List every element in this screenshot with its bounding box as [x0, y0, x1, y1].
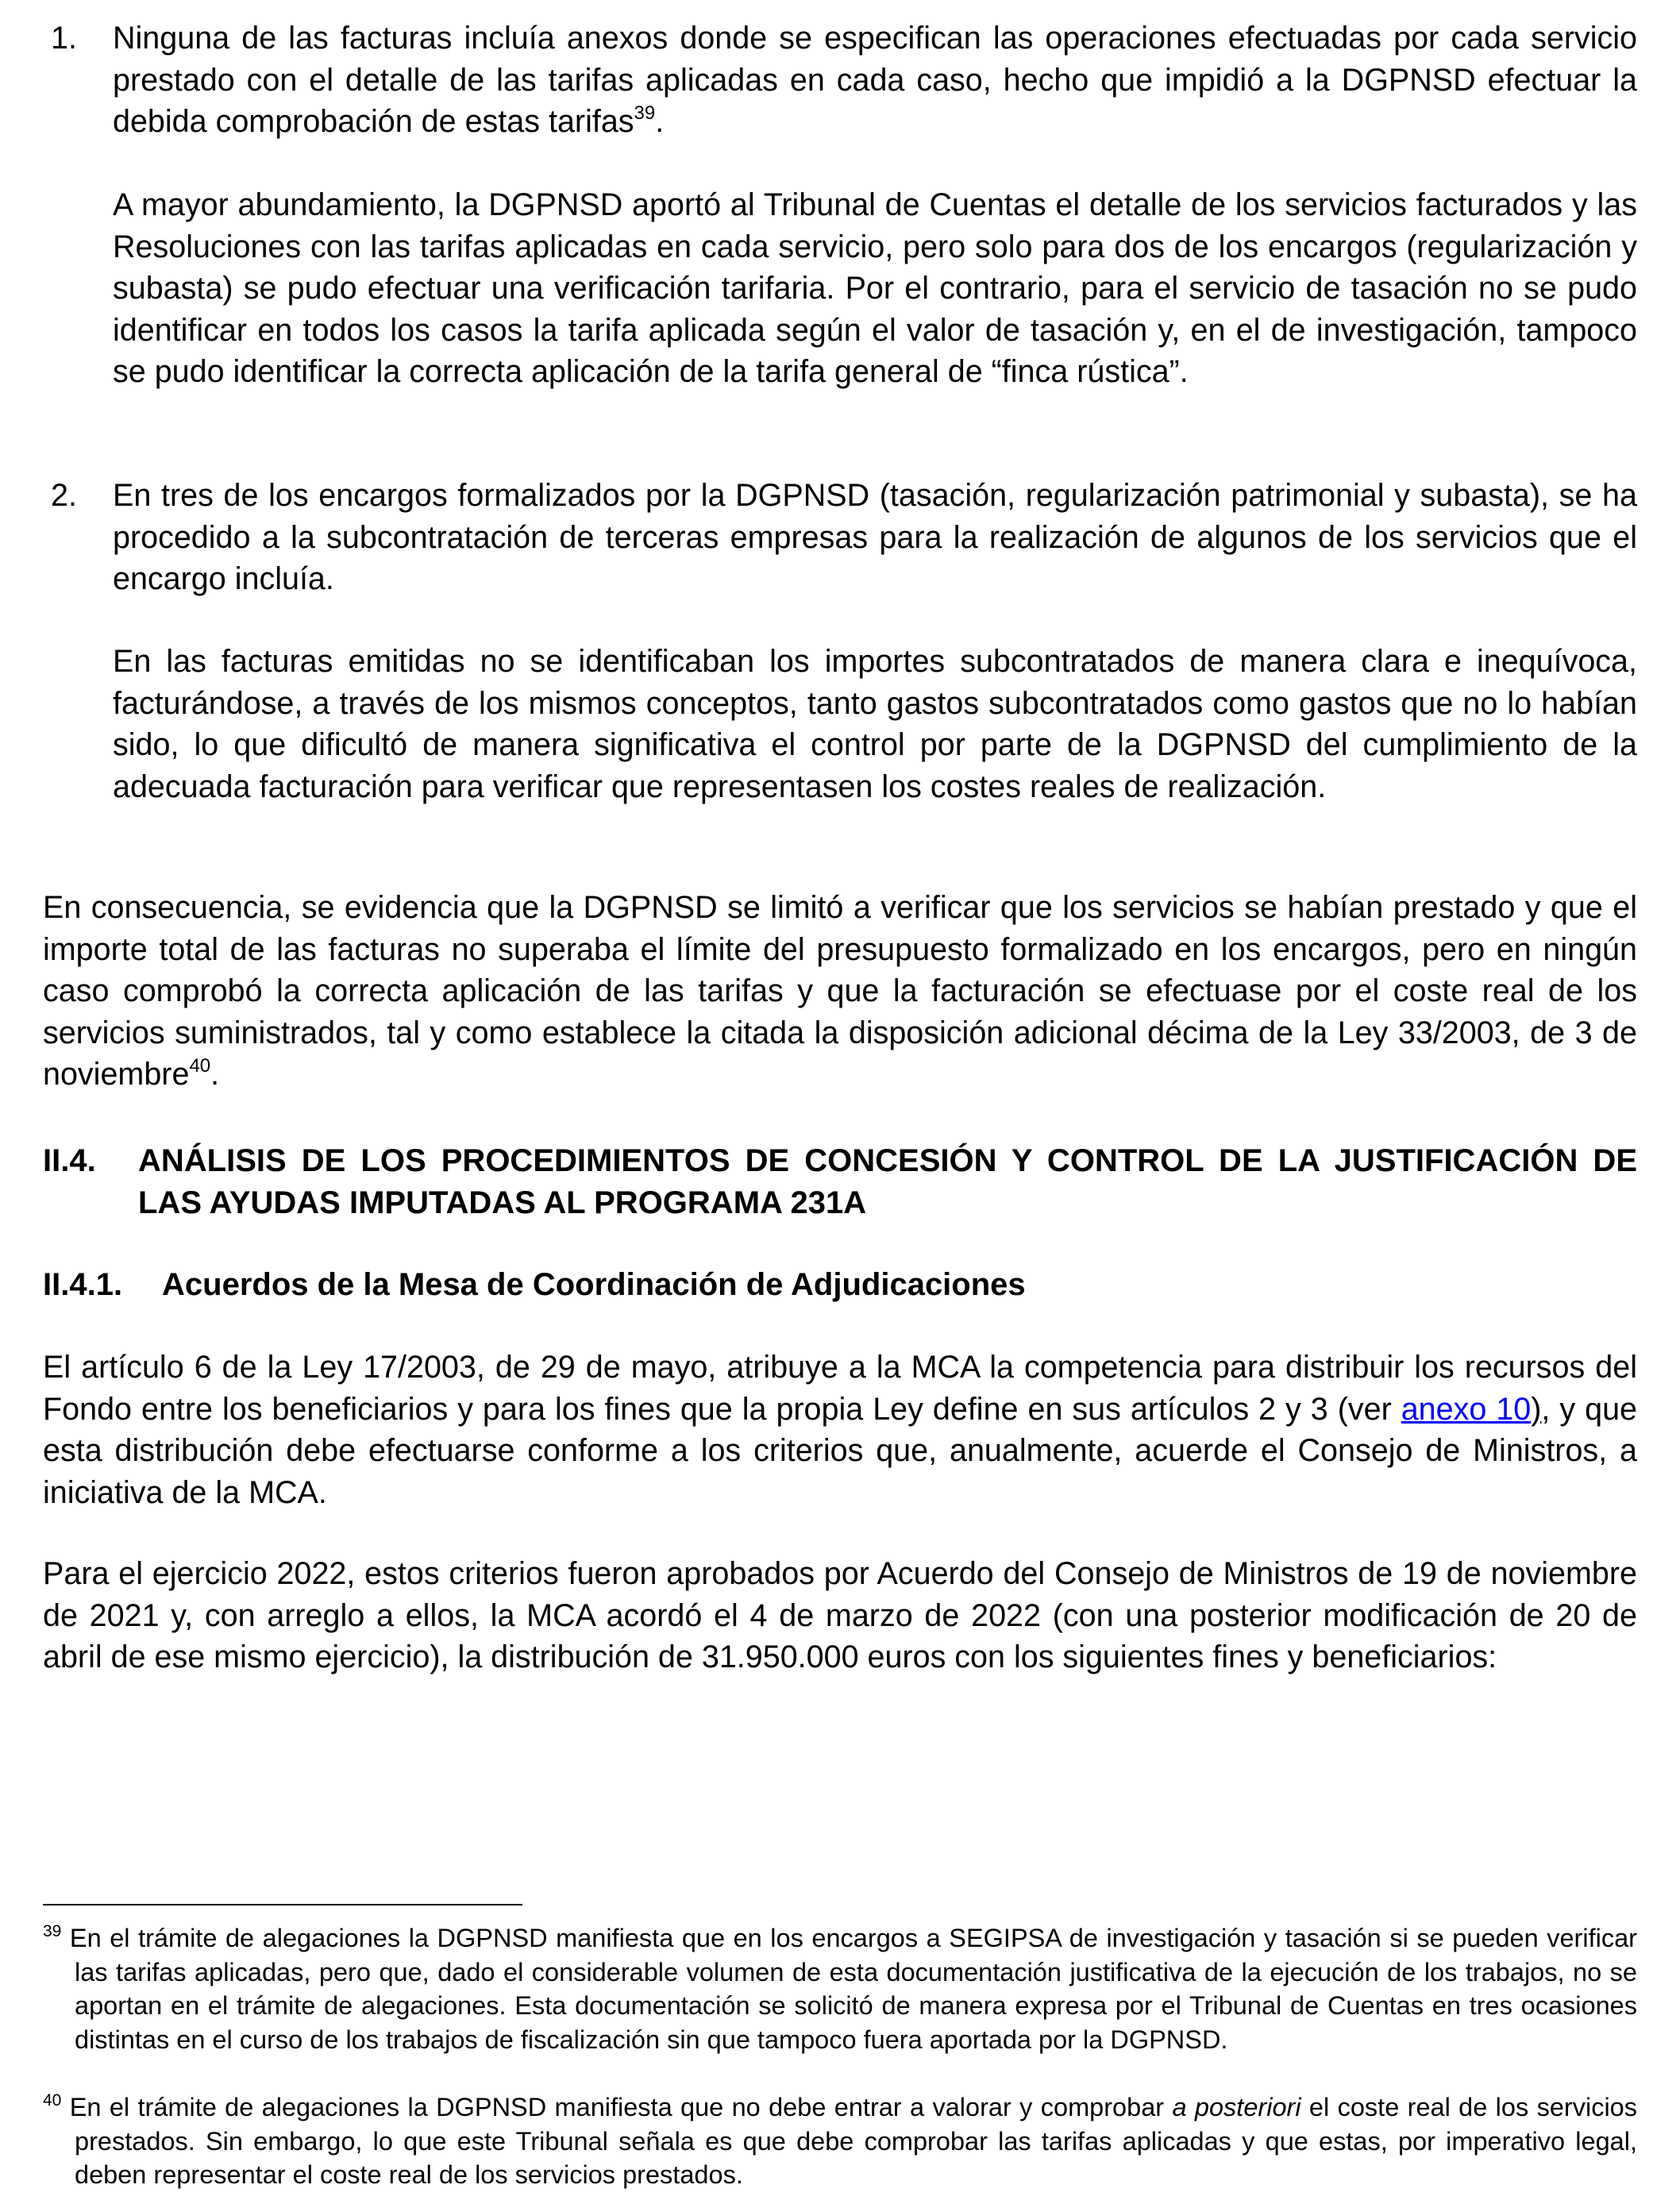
list-number-1: 1. — [51, 21, 77, 56]
footnote-mark-40: 40 — [43, 2091, 62, 2110]
footnote-mark-39: 39 — [43, 1922, 62, 1940]
list-item-1-paragraph-1: Ninguna de las facturas incluía anexos donde se especifican las operaciones efectuadas por cada servicio prestado con el detalle de las tarifas aplicadas en cada caso, hecho que impidió a la DGPNSD efectuar la debida comprobación de estas tarifas$^{39}$. — [113, 21, 1637, 139]
list-item-1-paragraph-2: A mayor abundamiento, la DGPNSD aportó al Tribunal de Cuentas el detalle de los servicios facturados y las Resoluciones con las tarifas aplicadas en cada servicio, pero solo para dos de los encargos (regularización y subasta) se pudo efectuar una verificación tarifaria. Por el contrario, para el servicio de tasación no se pudo identificar en todos los casos la tarifa aplicada según el valor de tasación y, en el de investigación, tampoco se pudo identificar la correcta aplicación de la tarifa general de “finca rústica”. — [113, 187, 1637, 389]
footnote-ref-40[interactable]: 40 — [189, 1055, 211, 1077]
section-number: II.4. — [43, 1143, 96, 1178]
list-item-2-paragraph-2: En las facturas emitidas no se identificaban los importes subcontratados de manera clara e inequívoca, facturándose, a través de los mismos conceptos, tanto gastos subcontratados como gastos que no lo habían sido, lo que dificultó de manera significativa el control por parte de la DGPNSD del cumplimiento de la adecuada facturación para verificar que representasen los costes reales de realización. — [113, 644, 1637, 804]
section-title: ANÁLISIS DE LOS PROCEDIMIENTOS DE CONCESIÓN Y CONTROL DE LA JUSTIFICACIÓN DE LAS AYUDAS IMPUTADAS AL PROGRAMA 231A — [138, 1143, 1637, 1220]
list-item-2-paragraph-1: En tres de los encargos formalizados por la DGPNSD (tasación, regularización patrimonial y subasta), se ha procedido a la subcontratación de terceras empresas para la realización de algunos de los servicios que el encargo incluía. — [113, 478, 1637, 596]
subsection-title: Acuerdos de la Mesa de Coordinación de Adjudicaciones — [162, 1267, 1026, 1302]
subsection-number: II.4.1. — [43, 1267, 123, 1302]
footnote-40: $^{40}$ En el trámite de alegaciones la DGPNSD manifiesta que no debe entrar a valorar y comprobar a posteriori el coste real de los servicios prestados. Sin embargo, lo que este Tribunal señala es que debe comprobar las tarifas aplicadas y que estas, por imperativo legal, deben representar el coste real de los servicios prestados. — [43, 2091, 1637, 2189]
conclusion-paragraph: En consecuencia, se evidencia que la DGPNSD se limitó a verificar que los servicios se habían prestado y que el importe total de las facturas no superaba el límite del presupuesto formalizado en los encargos, pero en ningún caso comprobó la correcta aplicación de las tarifas y que la facturación se efectuase por el coste real de los servicios suministrados, tal y como establece la citada la disposición adicional décima de la Ley 33/2003, de 3 de noviembre$^{40}$. — [43, 890, 1637, 1092]
footnote-separator — [43, 1904, 522, 1905]
distribution-2022-paragraph: Para el ejercicio 2022, estos criterios fueron aprobados por Acuerdo del Consejo de Ministros de 19 de noviembre de 2021 y, con arreglo a ellos, la MCA acordó el 4 de marzo de 2022 (con una posterior modificación de 20 de abril de ese mismo ejercicio), la distribución de 31.950.000 euros con los siguientes fines y beneficiarios: — [43, 1556, 1637, 1674]
article-paragraph: El artículo 6 de la Ley 17/2003, de 29 de mayo, atribuye a la MCA la competencia para distribuir los recursos del Fondo entre los beneficiarios y para los fines que la propia Ley define en sus artículos 2 y 3 (ver anexo 10), y que esta distribución debe efectuarse conforme a los criterios que, anualmente, acuerde el Consejo de Ministros, a iniciativa de la MCA. — [43, 1350, 1638, 1510]
footnote-39: $^{39}$ En el trámite de alegaciones la DGPNSD manifiesta que en los encargos a SEGIPSA de investigación y tasación si se pueden verificar las tarifas aplicadas, pero que, dado el considerable volumen de esta documentación justificativa de la ejecución de los trabajos, no se aportan en el trámite de alegaciones. Esta documentación se solicitó de manera expresa por el Tribunal de Cuentas en tres ocasiones distintas en el curso de los trabajos de fiscalización sin que tampoco fuera aportada por la DGPNSD. — [43, 1922, 1637, 2054]
italic-a-posteriori: a posteriori — [1172, 2093, 1301, 2121]
anexo-10-link[interactable]: anexo 10 — [1401, 1391, 1532, 1427]
link-close-paren: ) — [1531, 1391, 1542, 1427]
footnote-ref-39[interactable]: 39 — [634, 102, 656, 124]
list-number-2: 2. — [51, 478, 77, 513]
